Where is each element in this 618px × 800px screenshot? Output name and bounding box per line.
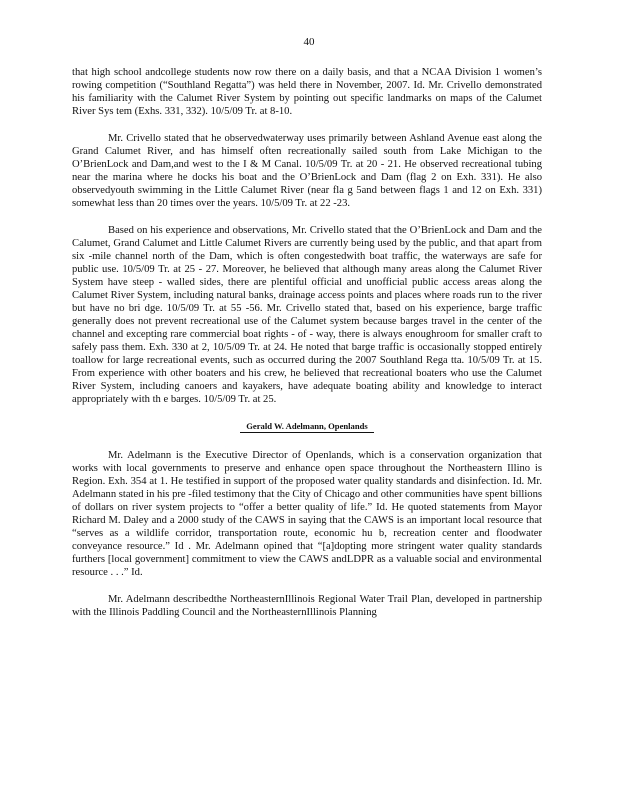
paragraph: Mr. Crivello stated that he observedwaterway uses primarily between Ashland Avenue east along the Grand Calumet River, and has himself often recreationally sailed south from Lake Michigan to the O’BrienLock and Dam,and west to the I & M Canal. 10/5/09 Tr. at 20 - 21. He observed recreational tubing near the marina where he docks his boat and the O’BrienLock and Dam (flag 2 on Exh. 331). He also observedyouth swimming in the Little Calumet River (near fla g 5and between flags 1 and 12 on Exh. 331) somewhat less than 20 times over the years. 10/5/09 Tr. at 22 -23. bbox=[72, 133, 542, 209]
paragraph: that high school andcollege students now row there on a daily basis, and that a NCAA Division 1 women’s rowing competition (“Southland Regatta”) was held there in November, 2007. Id. Mr. Crivello demonstrated his familiarity with the Calumet River System by pointing out specific landmarks on maps of the Calumet River Sys tem (Exhs. 331, 332). 10/5/09 Tr. at 8-10. bbox=[72, 67, 542, 117]
paragraph: Mr. Adelmann describedthe NortheasternIllinois Regional Water Trail Plan, developed in partnership with the Illinois Paddling Council and the NortheasternIllinois Planning bbox=[72, 594, 542, 618]
document-body bbox=[72, 66, 542, 633]
paragraph: Mr. Adelmann is the Executive Director of Openlands, which is a conservation organization that works with local governments to preserve and enhance open space throughout the Northeastern Illino is Region. Exh. 354 at 1. He testified in support of the proposed water quality standards and disinfection. Id. Mr. Adelmann stated in his pre -filed testimony that the City of Chicago and other communities have spent billions of dollars on river system projects to “offer a better quality of life.” Id. He quoted statements from Mayor Richard M. Daley and a 2000 study of the CAWS in saying that the CAWS is an important local resource that “serves as a wildlife corridor, transportation route, economic hu b, recreation center and floodwater conveyance resource.” Id . Mr. Adelmann opined that “[a]dopting more stringent water quality standards furthers [local government] commitment to view the CAWS andLDPR as a valuable social and environmental resource . . .” Id. bbox=[72, 450, 542, 578]
section-heading bbox=[72, 420, 542, 433]
section-heading-text: Gerald W. Adelmann, Openlands bbox=[240, 421, 374, 433]
page-number: 40 bbox=[303, 36, 315, 48]
paragraph: Based on his experience and observations, Mr. Crivello stated that the O’BrienLock and Dam and the Calumet, Grand Calumet and Little Calumet Rivers are currently being used by the public, and that apart from six -mile channel north of the Dam, which is often congestedwith boat traffic, the waterways are safe for public use. 10/5/09 Tr. at 25 - 27. Moreover, he believed that although many areas along the Calumet River System have steep - walled sides, there are plentiful official and unofficial public access areas along the Calumet River System, including natural banks, drainage access points and places where roads run to the river but have no bri dge. 10/5/09 Tr. at 55 -56. Mr. Crivello stated that, based on his experience, barge traffic generally does not prevent recreational use of the Calumet system because barges travel in the center of the channel and excepting rare commercial boat rights - of - way, there is always enoughroom for smaller craft to safely pass them. Exh. 330 at 2, 10/5/09 Tr. at 24. He noted that barge traffic is occasionally stopped entirely toallow for large recreational events, such as occurred during the 2007 Southland Rega tta. 10/5/09 Tr. at 15. From experience with other boaters and his crew, he believed that recreational boaters who use the Calumet River System, including canoers and kayakers, have adequate boating ability and knowledge to interact appropriately with th e barges. 10/5/09 Tr. at 25. bbox=[72, 225, 542, 405]
